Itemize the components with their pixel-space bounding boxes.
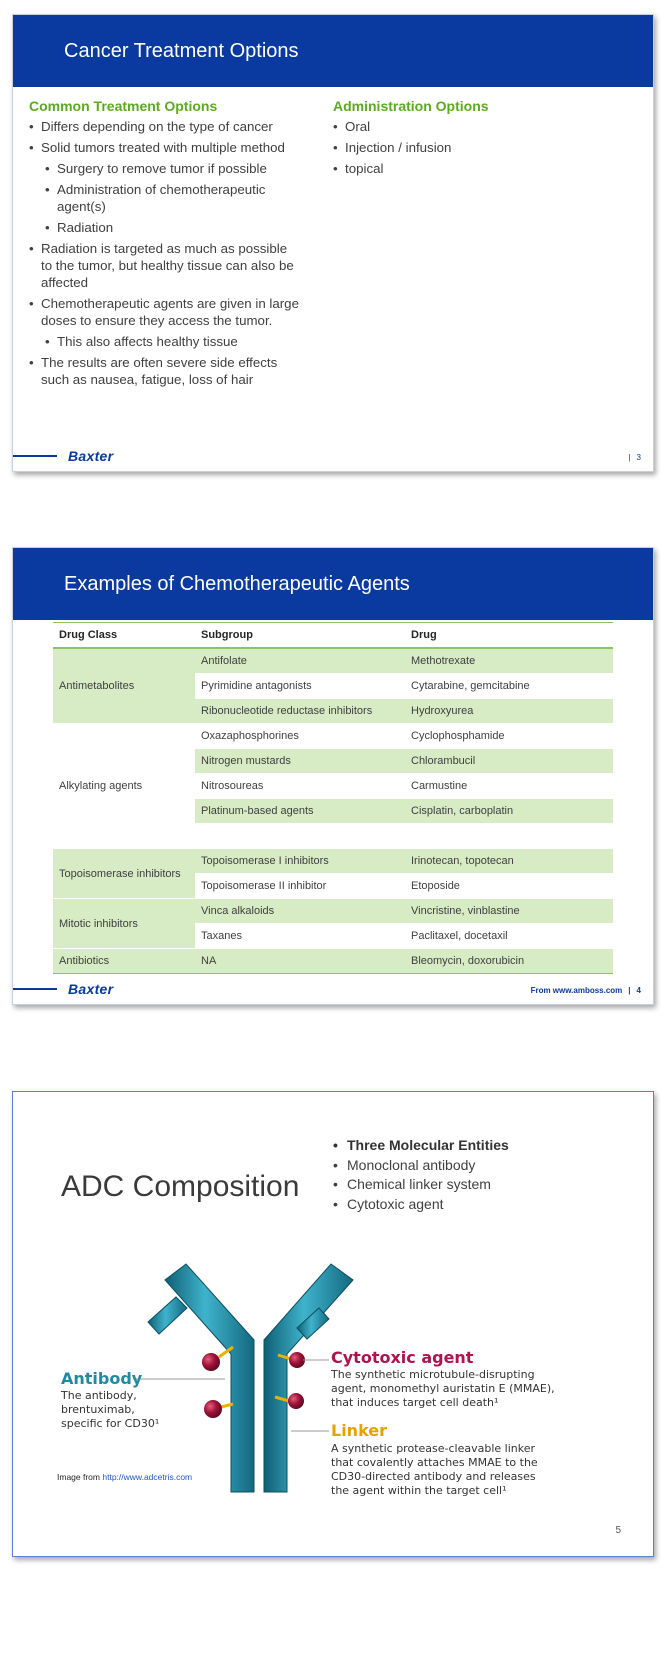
list-item: • Radiation is targeted as much as possible to the tumor, but healthy tissue can also be affected	[29, 240, 301, 291]
slide-title: Examples of Chemotherapeutic Agents	[64, 573, 410, 595]
common-treatment-heading: Common Treatment Options	[29, 98, 218, 114]
page-number: From www.amboss.com | 4	[530, 986, 641, 995]
table-row	[53, 724, 613, 749]
common-treatment-list	[29, 118, 301, 392]
list-item: • Radiation	[45, 219, 301, 236]
drug-cell: Methotrexate	[405, 648, 613, 674]
adcetris-link[interactable]: http://www.adcetris.com	[102, 1472, 193, 1482]
list-item: • topical	[333, 160, 593, 177]
column-header: Drug	[405, 623, 613, 649]
cytotoxic-agent-label: Cytotoxic agent	[331, 1348, 474, 1367]
drug-class-cell: Alkylating agents	[53, 724, 195, 849]
list-item: • This also affects healthy tissue	[45, 333, 301, 350]
table-row	[53, 949, 613, 974]
list-item: • Solid tumors treated with multiple method	[29, 139, 301, 156]
subgroup-cell: Nitrogen mustards	[195, 749, 405, 774]
antibody-description: The antibody, brentuximab, specific for CD30¹	[61, 1389, 160, 1430]
slide-header	[13, 15, 653, 87]
drug-class-cell: Antimetabolites	[53, 648, 195, 724]
drug-cell: Carmustine	[405, 774, 613, 799]
drug-cell: Paclitaxel, docetaxil	[405, 924, 613, 949]
subgroup-cell: Topoisomerase II inhibitor	[195, 874, 405, 899]
drug-class-cell: Antibiotics	[53, 949, 195, 974]
subgroup-cell: Pyrimidine antagonists	[195, 674, 405, 699]
drug-class-cell: Topoisomerase inhibitors	[53, 849, 195, 899]
drug-cell: Etoposide	[405, 874, 613, 899]
payload-dot	[204, 1400, 222, 1418]
administration-list	[333, 118, 593, 181]
footer-rule	[13, 455, 57, 457]
column-header: Drug Class	[53, 623, 195, 649]
table-header-row	[53, 623, 613, 649]
drug-cell: Hydroxyurea	[405, 699, 613, 724]
list-item: • Surgery to remove tumor if possible	[45, 160, 301, 177]
baxter-logo: Baxter	[68, 448, 114, 464]
source-note: From www.amboss.com	[530, 986, 623, 995]
drug-table	[53, 622, 613, 974]
page-number: | 3	[628, 453, 641, 462]
table-row	[53, 849, 613, 874]
administration-heading: Administration Options	[333, 98, 489, 114]
subgroup-cell: Taxanes	[195, 924, 405, 949]
list-item: • The results are often severe side effects such as nausea, fatigue, loss of hair	[29, 354, 301, 388]
subgroup-cell: Platinum-based agents	[195, 799, 405, 824]
subgroup-cell: NA	[195, 949, 405, 974]
slide-chemo-agents	[12, 547, 654, 1005]
drug-cell: Bleomycin, doxorubicin	[405, 949, 613, 974]
page-number: 5	[615, 1525, 621, 1536]
list-item: • Cytotoxic agent	[331, 1195, 509, 1215]
table-row	[53, 648, 613, 674]
list-item: • Chemical linker system	[331, 1175, 509, 1195]
antibody-label: Antibody	[61, 1369, 143, 1388]
subgroup-cell: Antifolate	[195, 648, 405, 674]
column-header: Subgroup	[195, 623, 405, 649]
list-item: • Differs depending on the type of cancer	[29, 118, 301, 135]
payload-dot	[289, 1352, 305, 1368]
slide-cancer-treatment	[12, 14, 654, 472]
drug-cell: Cyclophosphamide	[405, 724, 613, 749]
drug-cell: Irinotecan, topotecan	[405, 849, 613, 874]
slide-title: ADC Composition	[61, 1170, 300, 1203]
drug-cell: Vincristine, vinblastine	[405, 899, 613, 924]
list-item: • Monoclonal antibody	[331, 1156, 509, 1176]
subgroup-cell: Nitrosoureas	[195, 774, 405, 799]
cytotoxic-agent-description: The synthetic microtubule-disrupting agent, monomethyl auristatin E (MMAE), that induces target cell death¹	[331, 1368, 555, 1409]
image-credit: Image from http://www.adcetris.com	[57, 1472, 193, 1482]
table-row	[53, 899, 613, 924]
list-item: • Administration of chemotherapeutic agent(s)	[45, 181, 301, 215]
subgroup-cell: Ribonucleotide reductase inhibitors	[195, 699, 405, 724]
list-item: • Three Molecular Entities	[331, 1136, 509, 1156]
subgroup-cell: Vinca alkaloids	[195, 899, 405, 924]
linker-description: A synthetic protease-cleavable linker that covalently attaches MMAE to the CD30-directed antibody and releases the agent within the target cell¹	[331, 1442, 538, 1497]
slide-header	[13, 548, 653, 620]
payload-dot	[202, 1353, 220, 1371]
list-item: • Injection / infusion	[333, 139, 593, 156]
footer-rule	[13, 988, 57, 990]
baxter-logo: Baxter	[68, 981, 114, 997]
antibody-left-chain	[148, 1264, 254, 1492]
payload-dot	[288, 1393, 304, 1409]
subgroup-cell: Oxazaphosphorines	[195, 724, 405, 749]
list-item: • Oral	[333, 118, 593, 135]
drug-class-cell: Mitotic inhibitors	[53, 899, 195, 949]
subgroup-cell: Topoisomerase I inhibitors	[195, 849, 405, 874]
drug-cell: Cisplatin, carboplatin	[405, 799, 613, 824]
slide-adc-composition	[12, 1091, 654, 1557]
drug-cell: Chlorambucil	[405, 749, 613, 774]
list-item: • Chemotherapeutic agents are given in large doses to ensure they access the tumor.	[29, 295, 301, 329]
slide-title: Cancer Treatment Options	[64, 40, 299, 62]
linker-label: Linker	[331, 1421, 388, 1440]
drug-cell: Cytarabine, gemcitabine	[405, 674, 613, 699]
